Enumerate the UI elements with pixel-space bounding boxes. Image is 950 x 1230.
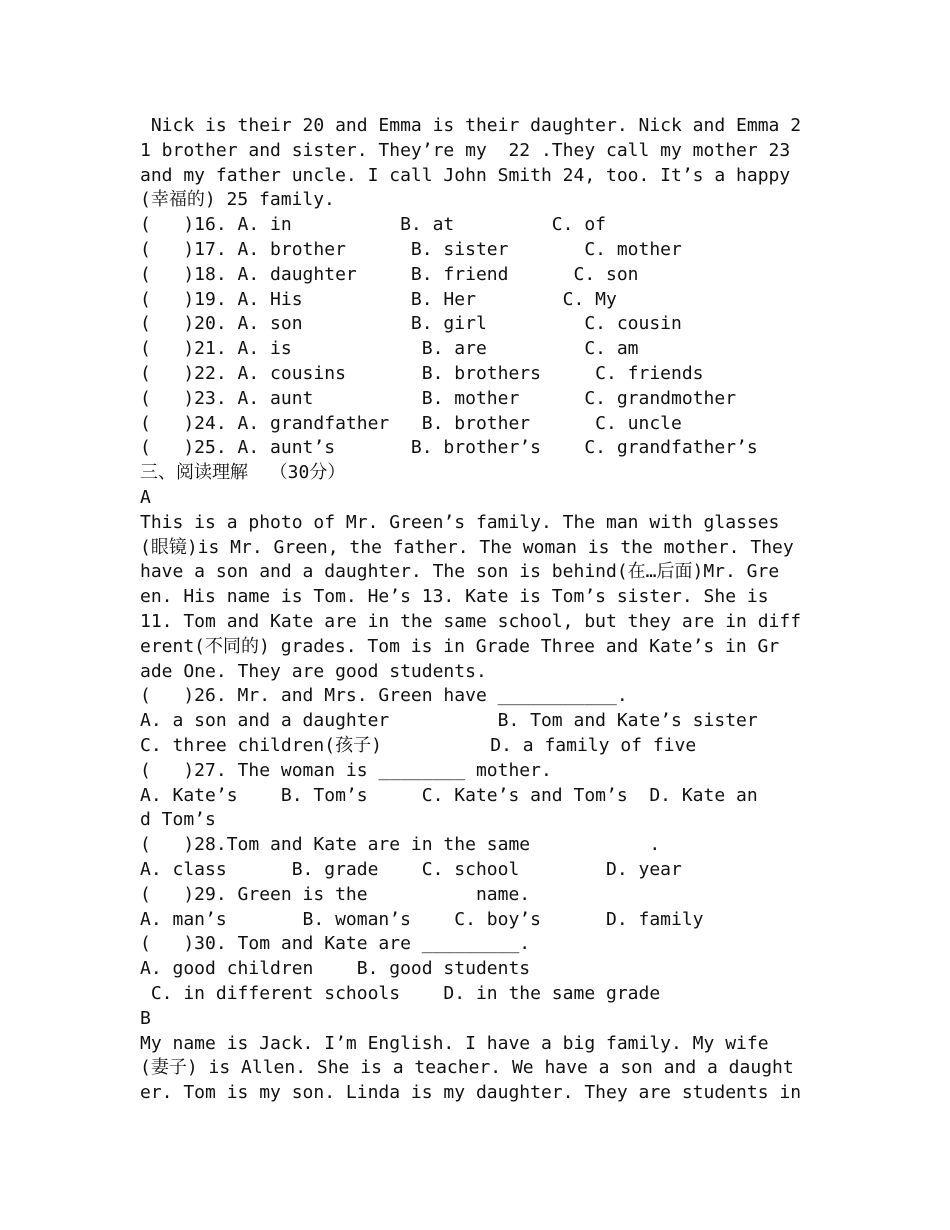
question-26-options-cd: C. three children(孩子) D. a family of five [140,735,697,756]
question-30-options-ab: A. good children B. good students [140,958,531,979]
passage-a-line: This is a photo of Mr. Green’s family. The man with glasses [140,512,780,533]
passage-a-line: en. His name is Tom. He’s 13. Kate is Tom’s sister. She is [140,586,769,607]
question-26-options-ab: A. a son and a daughter B. Tom and Kate’s sister [140,710,758,731]
question-27-options-cont: d Tom’s [140,809,216,830]
question-20: ( )20. A. son B. girl C. cousin [140,313,682,334]
passage-line: (幸福的) 25 family. [140,189,335,210]
question-19: ( )19. A. His B. Her C. My [140,289,617,310]
question-22: ( )22. A. cousins B. brothers C. friends [140,363,704,384]
question-16: ( )16. A. in B. at C. of [140,214,606,235]
passage-line: 1 brother and sister. They’re my 22 .They call my mother 23 [140,140,791,161]
part-a-label: A [140,487,151,508]
question-28-options: A. class B. grade C. school D. year [140,859,682,880]
question-25: ( )25. A. aunt’s B. brother’s C. grandfather’s [140,437,758,458]
passage-b-line: er. Tom is my son. Linda is my daughter. They are students in [140,1082,802,1103]
passage-line: Nick is their 20 and Emma is their daughter. Nick and Emma 2 [140,115,802,136]
passage-line: and my father uncle. I call John Smith 24, too. It’s a happy [140,165,791,186]
passage-b-line: (妻子) is Allen. She is a teacher. We have a son and a daught [140,1057,794,1078]
question-30: ( )30. Tom and Kate are _________. [140,933,531,954]
question-27-options: A. Kate’s B. Tom’s C. Kate’s and Tom’s D. Kate an [140,785,758,806]
passage-a-line: erent(不同的) grades. Tom is in Grade Three and Kate’s in Gr [140,636,780,657]
question-23: ( )23. A. aunt B. mother C. grandmother [140,388,737,409]
question-30-options-cd: C. in different schools D. in the same grade [140,983,661,1004]
part-b-label: B [140,1008,151,1029]
question-29: ( )29. Green is the name. [140,884,531,905]
question-29-options: A. man’s B. woman’s C. boy’s D. family [140,909,704,930]
section-heading: 三、阅读理解 （30分） [140,462,346,483]
question-26: ( )26. Mr. and Mrs. Green have ___________. [140,685,628,706]
passage-b-line: My name is Jack. I’m English. I have a big family. My wife [140,1033,769,1054]
passage-a-line: (眼镜)is Mr. Green, the father. The woman is the mother. They [140,537,794,558]
passage-a-line: 11. Tom and Kate are in the same school, but they are in diff [140,611,802,632]
passage-a-line: have a son and a daughter. The son is behind(在…后面)Mr. Gre [140,561,780,582]
question-21: ( )21. A. is B. are C. am [140,338,639,359]
question-24: ( )24. A. grandfather B. brother C. uncle [140,413,682,434]
question-17: ( )17. A. brother B. sister C. mother [140,239,682,260]
question-28: ( )28.Tom and Kate are in the same . [140,834,661,855]
passage-a-line: ade One. They are good students. [140,661,487,682]
question-27: ( )27. The woman is ________ mother. [140,760,552,781]
question-18: ( )18. A. daughter B. friend C. son [140,264,639,285]
